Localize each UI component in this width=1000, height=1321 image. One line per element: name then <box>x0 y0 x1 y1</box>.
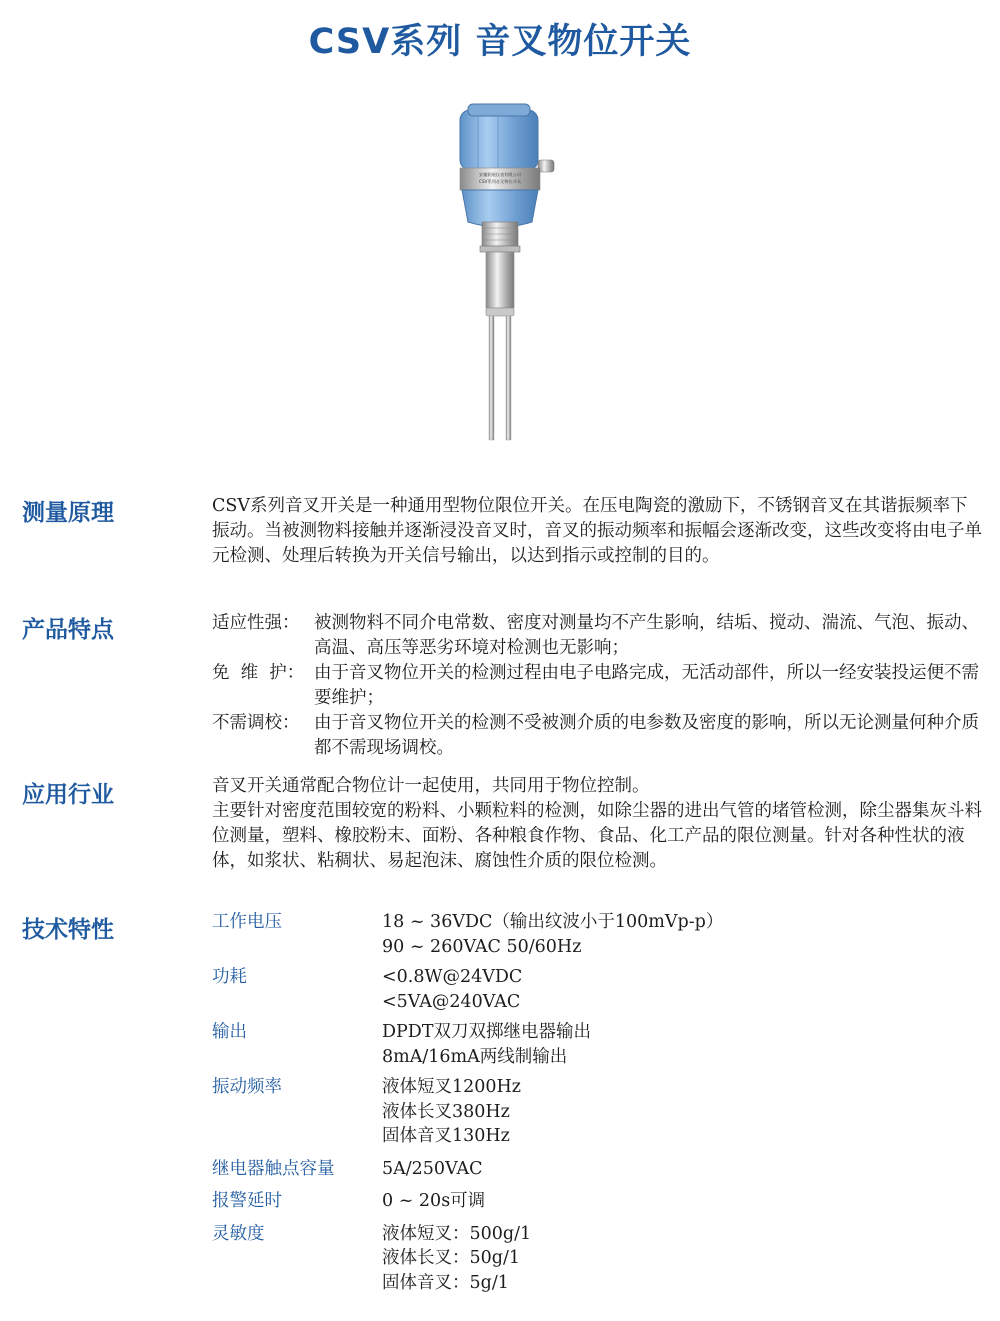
principle-text <box>212 494 982 569</box>
spec-value: <0.8W@24VDC <box>382 967 523 987</box>
spec-row <box>212 1157 723 1182</box>
spec-value: <5VA@240VAC <box>382 991 521 1012</box>
spec-row <box>212 965 723 1014</box>
feature-key: 适应性强： <box>212 613 300 633</box>
spec-value: 18 ~ 36VDC（输出纹波小于100mVp-p） <box>382 912 724 932</box>
section-label-features: 产品特点 <box>22 617 114 643</box>
application-line1: 音叉开关通常配合物位计一起使用，共同用于物位控制。 <box>212 776 650 796</box>
spec-value: 90 ~ 260VAC 50/60Hz <box>382 936 582 957</box>
spec-row <box>212 1189 723 1214</box>
spec-value: 液体短叉：500g/1 <box>382 1223 532 1244</box>
spec-row <box>212 1222 723 1296</box>
section-label-application: 应用行业 <box>22 782 114 808</box>
spec-value: 液体长叉380Hz <box>382 1101 510 1122</box>
spec-value: 5A/250VAC <box>382 1158 483 1179</box>
spec-value: 固体音叉：5g/1 <box>382 1272 509 1293</box>
feature-item <box>212 661 982 711</box>
section-label-principle: 测量原理 <box>22 500 114 526</box>
feature-text: 由于音叉物位开关的检测不受被测介质的电参数及密度的影响，所以无论测量何种介质都不需现场调校。 <box>314 713 979 758</box>
feature-key: 免 维 护： <box>212 663 305 683</box>
spec-value: 固体音叉130Hz <box>382 1126 510 1146</box>
spec-key: 振动频率 <box>212 1077 282 1097</box>
application-text <box>212 774 982 874</box>
spec-value: 液体短叉1200Hz <box>382 1077 522 1097</box>
feature-text: 由于音叉物位开关的检测过程由电子电路完成，无活动部件，所以一经安装投运便不需要维护； <box>314 663 979 708</box>
specs-table <box>212 910 723 1295</box>
spec-key: 输出 <box>212 1022 247 1042</box>
page-title: CSV系列 音叉物位开关 <box>308 22 692 62</box>
spec-key: 功耗 <box>212 967 247 987</box>
spec-key: 报警延时 <box>212 1191 282 1211</box>
tuning-fork-switch-image <box>440 96 560 446</box>
application-line2: 主要针对密度范围较宽的粉料、小颗粒料的检测，如除尘器的进出气管的堵管检测，除尘器集灰斗料位测量，塑料、橡胶粉末、面粉、各种粮食作物、食品、化工产品的限位测量。针对各种性状的液体，如浆状、粘稠状、易起泡沫、腐蚀性介质的限位检测。 <box>212 801 982 871</box>
spec-value: DPDT双刀双掷继电器输出 <box>382 1022 592 1042</box>
spec-row <box>212 1020 723 1069</box>
feature-text: 被测物料不同介电常数、密度对测量均不产生影响，结垢、搅动、湍流、气泡、振动、高温、高压等恶劣环境对检测也无影响； <box>314 613 979 658</box>
spec-value: 8mA/16mA两线制输出 <box>382 1046 568 1067</box>
feature-item <box>212 711 982 761</box>
spec-key: 继电器触点容量 <box>212 1158 335 1179</box>
features-list <box>212 611 982 761</box>
section-label-specs: 技术特性 <box>22 917 114 943</box>
spec-key: 工作电压 <box>212 912 282 932</box>
spec-value: 液体长叉：50g/1 <box>382 1248 521 1268</box>
spec-row <box>212 1075 723 1149</box>
feature-key: 不需调校： <box>212 713 300 733</box>
spec-row <box>212 910 723 959</box>
nameplate-line2: CSV系列音叉物位开关 <box>479 179 521 184</box>
principle-paragraph: CSV系列音叉开关是一种通用型物位限位开关。在压电陶瓷的激励下，不锈钢音叉在其谐振频率下振动。当被测物料接触并逐渐浸没音叉时，音叉的振动频率和振幅会逐渐改变，这些改变将由电子单元检测、处理后转换为开关信号输出，以达到指示或控制的目的。 <box>212 496 982 566</box>
feature-item <box>212 611 982 661</box>
spec-value: 0 ~ 20s可调 <box>382 1191 486 1211</box>
spec-key: 灵敏度 <box>212 1223 265 1244</box>
nameplate-line1: 安徽润展仪表有限公司 <box>479 172 521 177</box>
